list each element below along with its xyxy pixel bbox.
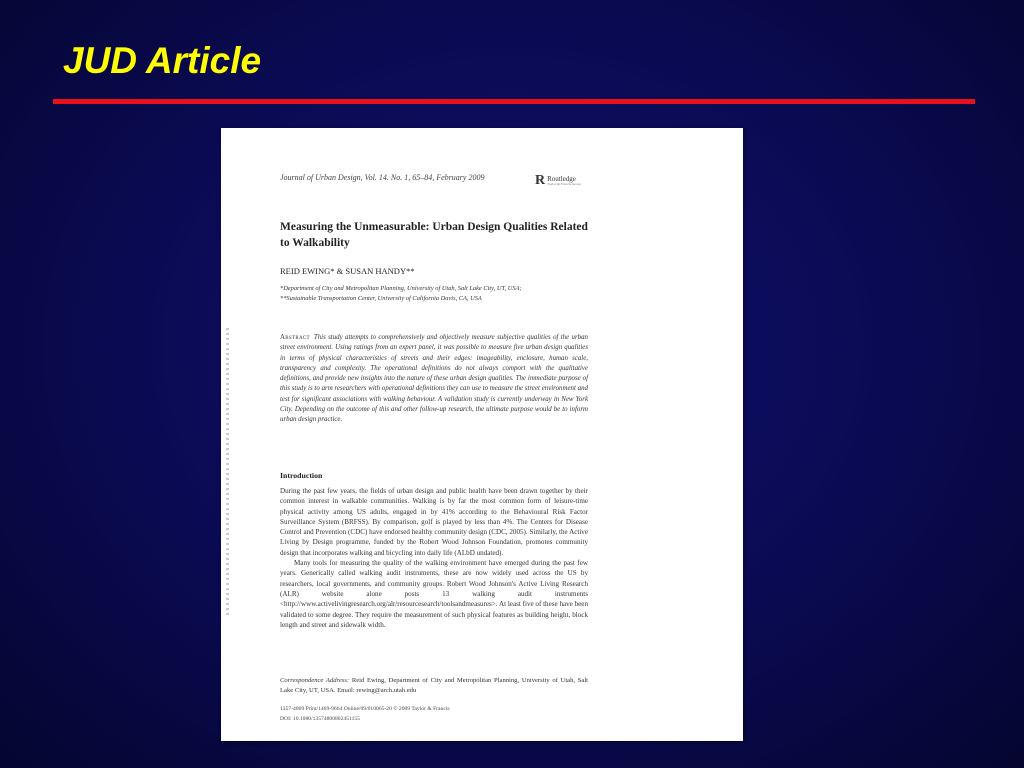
title-divider — [53, 99, 975, 104]
abstract-label: Abstract — [280, 334, 310, 341]
publisher-logo — [535, 174, 581, 188]
slide-title: JUD Article — [63, 40, 262, 81]
paragraph: During the past few years, the fields of urban design and public health have been drawn together by their common interest in walkable communities. Walking is by far the most common form of leisure-time physical activity among US adults, engaged in by 41% according to the Behavioural Risk Factor Surveillance System (BRFSS). By comparison, golf is played by less than 4%. The Centers for Disease Control and Prevention (CDC) have endorsed healthy community design (CDC, 2005). Similarly, the Active Living by Design programme, funded by the Robert Wood Johnson Foundation, promotes community design that incorporates walking and bicycling into daily life (ALbD undated). — [280, 487, 588, 557]
correspondence-text: Reid Ewing, Department of City and Metropolitan Planning, University of Utah, Salt Lake City, UT, USA. Email: rewing@arch.utah.edu — [280, 677, 588, 694]
publisher-group: Taylor & Francis Group — [547, 181, 581, 186]
article-authors: REID EWING* & SUSAN HANDY** — [280, 266, 415, 276]
article-page — [221, 128, 743, 741]
abstract — [280, 333, 588, 426]
article-footer — [280, 705, 588, 724]
abstract-text: This study attempts to comprehensively and objectively measure subjective qualities of the urban street environment. Using ratings from an expert panel, it was possible to measure five urban design qualities in terms of physical characteristics of streets and their edges: imageability, enclosure, human scale, transparency and complexity. The operational definitions do not always comport with the qualitative definitions, and provide new insights into the nature of these urban design qualities. The immediate purpose of this study is to arm researchers with operational definitions they can use to measure the street environment and test for significant associations with walking behaviour. A validation study is currently underway in New York City. Depending on the outcome of this and other follow-up research, the ultimate purpose would be to inform urban design practice. — [280, 334, 588, 424]
routledge-logo-icon: R — [535, 173, 546, 188]
doi-line: DOI: 10.1080/13574800802451155 — [280, 715, 360, 722]
correspondence-label: Correspondence Address: — [280, 677, 350, 684]
download-watermark-strip — [226, 328, 229, 618]
section-heading: Introduction — [280, 471, 323, 480]
issn-line: 1357-4809 Print/1469-9664 Online/09/010065-20 © 2009 Taylor & Francis — [280, 706, 450, 712]
article-title: Measuring the Unmeasurable: Urban Design Qualities Related to Walkability — [280, 221, 588, 249]
paragraph: Many tools for measuring the quality of the walking environment have emerged during the past few years. Generically called walking audit instruments, these are now widely used across the US by researchers, local governments, and community groups. Robert Wood Johnson's Active Living Research (ALR) website alone posts 13 walking audit instruments <http://www.activelivingresearch.org/alr/resourcesearch/toolsandmeasures>. At least five of these have been validated to some degree. They require the measurement of such physical features as building height, block length and street and sidewalk width. — [280, 559, 588, 629]
affiliation-line: *Department of City and Metropolitan Planning, University of Utah, Salt Lake City, UT, USA; — [280, 285, 522, 292]
correspondence-address — [280, 676, 588, 696]
introduction-body — [280, 486, 588, 630]
author-affiliations — [280, 284, 600, 304]
affiliation-line: **Sustainable Transportation Center, University of California Davis, CA, USA — [280, 295, 482, 302]
publisher-name: Routledge — [547, 174, 576, 183]
journal-citation: Journal of Urban Design, Vol. 14. No. 1, 65–84, February 2009 — [280, 173, 485, 182]
